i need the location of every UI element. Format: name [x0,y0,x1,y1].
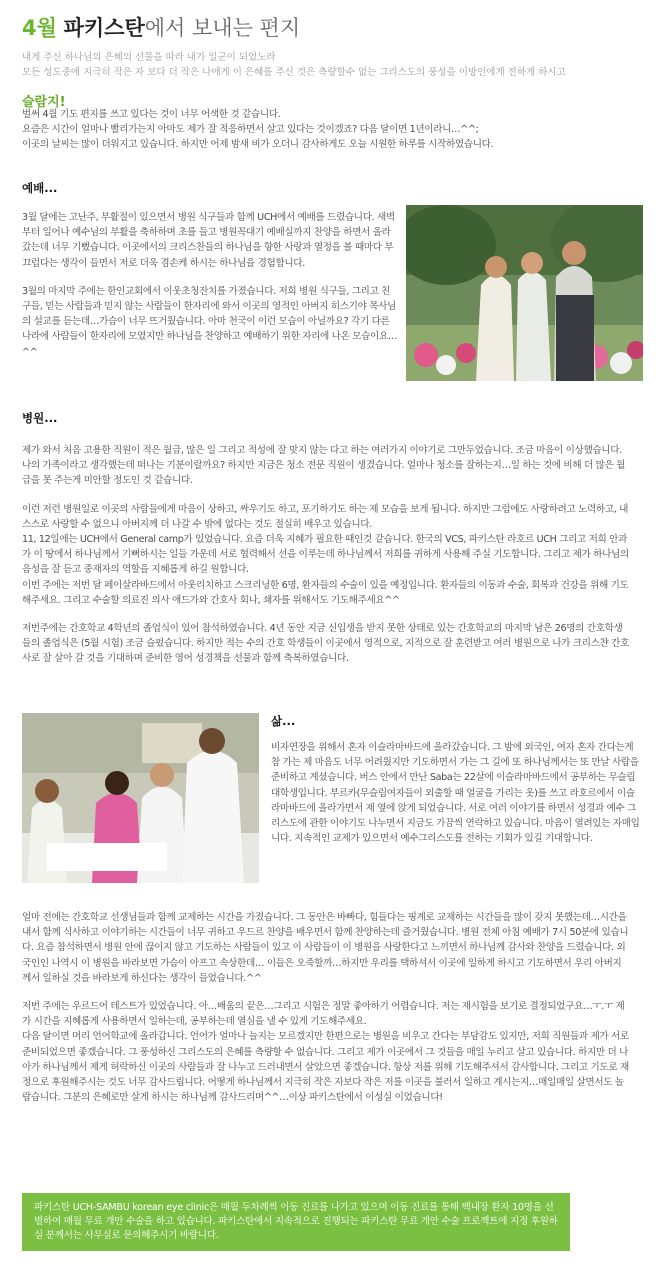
hospital-heading: 병원... [22,411,58,425]
intro-verse [22,50,642,80]
life-photo [22,713,259,883]
life-paragraph: 저번 주에는 우르드어 테스트가 있었습니다. 아…배움의 끝은…그리고 시험은 정말 좋아하기 어렵습니다. 저는 재시험을 보기로 결정되었구요…ㅜ.ㅜ 제가 시간을 지혜롭게 사용하면서 일하는데, 공부하는데 열심을 낼 수 있게 기도해주세요. 다음 달이면 머리 언어학교에 올라갑니다. 언어가 얼마나 늘지는 모르겠지만 한편으로는 병원을 비우고 간다는 부담감도 있지만, 저희 직원들과 제가 서로 준비되었으면 좋겠습니다. 그 풍성하신 그리스도의 은혜를 측량할 수 없습니다. 그리고 제가 이곳에서 그 것들을 매일 누리고 살고 있습니다. 하지만 더 나아가 하나님께서 제게 허락하신 이곳의 사람들과 잘 나누고 드러내면서 살았으면 좋겠습니다. 항상 저를 위해 기도해주셔서 감사합니다. 그리고 기도로 재정으로 후원해주시는 것도 너무 감사드립니다. 어떻게 하나님께서 지극히 작은 자보다 작은 저를 이곳을 불러서 일하고 계시는지…매일매일 살면서도 놀랍습니다. 그분의 은혜로만 살게 하시는 하나님께 감사드리며^^…이상 파키스탄에서 이성실 이었습니다! [22,1001,629,1104]
footer-box [22,1193,570,1263]
worship-text [22,210,398,360]
hospital-paragraph: 이런 저런 병원일로 이곳의 사람들에게 마음이 상하고, 싸우기도 하고, 포기하기도 하는 제 모습을 보게 됩니다. 하지만 그럼에도 사랑하려고 노력하고, 내 스스로 사랑할 수 없으니 아버지께 더 나갈 수 밖에 없다는 것도 절실히 배우고 있습니다. 11, 12일에는 UCH에서 General camp가 있었습니다. 요즘 더욱 지혜가 필요한 때인것 같습니다. 한국의 VCS, 파키스탄 라호르 UCH 그리고 저희 안과가 이 땅에서 하나님께서 기뻐하시는 일들 가운데 서로 협력해서 선을 이루는데 하나님께서 저희를 귀하게 사용해 주실 기도합니다. 그리고 제가 하나님의 음성을 잘 듣고 중재자의 역할을 지혜롭게 하길 원합니다. 이번 주에는 저번 달 페이살라바드에서 아웃리치하고 스크리닝한 6명, 환자들의 수술이 있을 예정입니다. 환자들의 이동과 수술, 회복과 건강을 위해 기도해주세요. 그리고 수술할 의료진 의사 애드가와 간호사 회나, 쇄자를 위해서도 기도해주세요^^ [22,503,629,606]
life-side-text [271,740,643,846]
hospital-paragraph: 제가 와서 처음 고용한 직원이 적은 월급, 많은 일 그리고 적성에 잘 맞지 않는 다고 하는 여러가지 이야기로 그만두었습니다. 조금 마음이 이상했습니다. 나의 가족이라고 생각했는데 떠나는 기분이랄까요? 하지만 지금은 청소 전문 직원이 생겼습니다. 얼마나 청소를 잘하는지…일 하는 것에 비해 더 많은 월급을 못 주는게 미안할 정도인 것 같습니다. [22,445,626,487]
page-title [22,14,300,42]
worship-heading: 예배... [22,181,58,195]
greeting-line: 요즘은 시간이 얼마나 빨리가는지 아마도 제가 잘 적응하면서 살고 있다는 것이겠죠? 다음 달이면 1년이라니…^^; [22,124,479,136]
life-side-paragraph: 비자연장을 위해서 혼자 이슬라마바드에 올라갔습니다. 그 밤에 외국인, 여자 혼자 간다는게 참 가는 제 마음도 너무 어려웠지만 기도하면서 가는 그 길에 또 하나님께서는 또 만날 사람을 준비하고 계셨습니다. 버스 안에서 만난 Saba는 22살에 이슬라마바드에서 공부하는 무슬림 대학생입니다. 부르카(무슬림여자들이 외출할 때 얼굴을 가리는 옷)를 쓰고 라호르에서 이슬라마바드에 올라가면서 제 옆에 앉게 되었습니다. 서로 여러 이야기를 하면서 성경과 예수 그리스도에 관한 이야기도 나누면서 지금도 가끔씩 연락하고 있습니다. 마음이 열려있는 자매입니다. 지속적인 교제가 있으면서 예수그리스도를 전하는 기회가 있길 기대합니다. [271,742,640,845]
worship-paragraph: 3월의 마지막 주에는 한인교회에서 이웃초청잔치를 가졌습니다. 저희 병원 식구들, 그리고 친구들, 믿는 사람들과 믿지 않는 사람들이 한자리에 와서 이곳의 영적인 아버지 히스기야 목사님의 설교를 듣는데…가슴이 너무 뜨거웠습니다. 아마 천국이 이런 모습이 아닐까요? 각기 다른 나라에 사람들이 한자리에 모였지만 하나님을 찬양하고 예배하기 위한 자리에 나온 모습이요…^^ [22,285,398,358]
life-heading: 삶... [271,714,296,728]
hospital-text [22,443,630,667]
intro-line: 내게 주신 하나님의 은혜의 선물을 따라 내가 일군이 되었노라 [22,52,276,63]
greeting-line: 벌써 4월 기도 편지를 쓰고 있다는 것이 너무 어색한 것 같습니다. [22,109,281,120]
life-text [22,910,630,1105]
footer-text: 파키스탄 UCH-SAMBU korean eye clinic은 매월 두차례씩 이동 진료를 나가고 있으며 이동 진료를 통해 백내장 환자 10명을 선별하여 매월 무료 개안 수술을 하고 있습니다. 파키스탄에서 지속적으로 진행되는 파키스탄 무료 개안 수술 프로젝트에 지정 후원하실 분께서는 사무실로 문의해주시기 바랍니다. [34,1202,558,1241]
greeting-text [22,107,630,153]
title-rest: 에서 보내는 편지 [144,16,301,40]
life-paragraph: 얼마 전에는 간호학교 선생님들과 함께 교제하는 시간을 가졌습니다. 그 동안은 바빠다, 힘들다는 핑계로 교제하는 시간들을 많이 갖지 못했는데…시간을 내서 함께 식사하고 이야기하는 시간들이 너무 귀하고 우드르 찬양을 배우면서 함께 찬양하는데 즐거웠습니다. 병원 전체 아침 예배가 7시 50분에 있습니다. 요즘 참석하면서 병원 안에 끊이지 않고 기도하는 사람들이 있고 이 사람들이 이 병원을 사랑한다고 느끼면서 하나님께 감사와 찬양을 드렸습니다. 외국인인 나역시 이 병원을 바라보면 가슴이 아프고 속상한데… 이들은 오죽할까…하지만 우리를 택하셔서 이곳에 일하게 하시고 기도하면서 우리 아버지께서 일하실 것을 바라보게 하신다는 생각이 들었습니다.^^ [22,912,629,984]
greeting-line: 이곳의 날씨는 많이 더워지고 있습니다. 하지만 어제 밤새 비가 오더니 감사하게도 오늘 시원한 하루를 시작하였습니다. [22,139,494,151]
hospital-paragraph: 저번주에는 간호학교 4학년의 졸업식이 있어 참석하였습니다. 4년 동안 지금 신입생을 받지 못한 상태로 있는 간호학교의 마지막 남은 26명의 간호학생들의 졸업식은 (5월 시험) 조금 슬펐습니다. 하지만 적는 수의 간호 학생들이 이곳에서 영적으로, 지적으로 잘 훈련받고 여러 병원으로 나가 크리스챤 간호사로 잘 살아 갈 것을 기대하며 준비한 영어 성경책을 선물과 함께 축복하였습니다. [22,623,629,665]
footer-contact: Tel: 02-319-2050, mail:vcs@vcs2020.org [34,1249,295,1263]
title-month: 4월 [22,16,57,40]
worship-paragraph: 3월 달에는 고난주, 부활절이 있으면서 병원 식구들과 함께 UCH에서 예배를 드렸습니다. 새벽부터 일어나 예수님의 부활을 축하하며 초를 들고 병원꼭대기 예배실까지 찬양을 하면서 올라갔는데 너무 기뻤습니다. 이곳에서의 크리스찬들의 하나님을 향한 사랑과 열정을 볼 때마다 부끄럽다는 생각이 들면서 저로 더욱 겸손케 하시는 하나님을 경험합니다. [22,212,395,269]
greeting-title: 슬람지! [22,95,66,110]
intro-line: 모든 성도중에 지극히 작은 자 보다 더 작은 나에게 이 은혜를 주신 것은 측량할수 없는 그리스도의 풍성을 이방인에게 전하게 하시고 [22,67,566,78]
worship-photo [406,205,643,381]
title-country: 파키스탄 [63,16,145,40]
